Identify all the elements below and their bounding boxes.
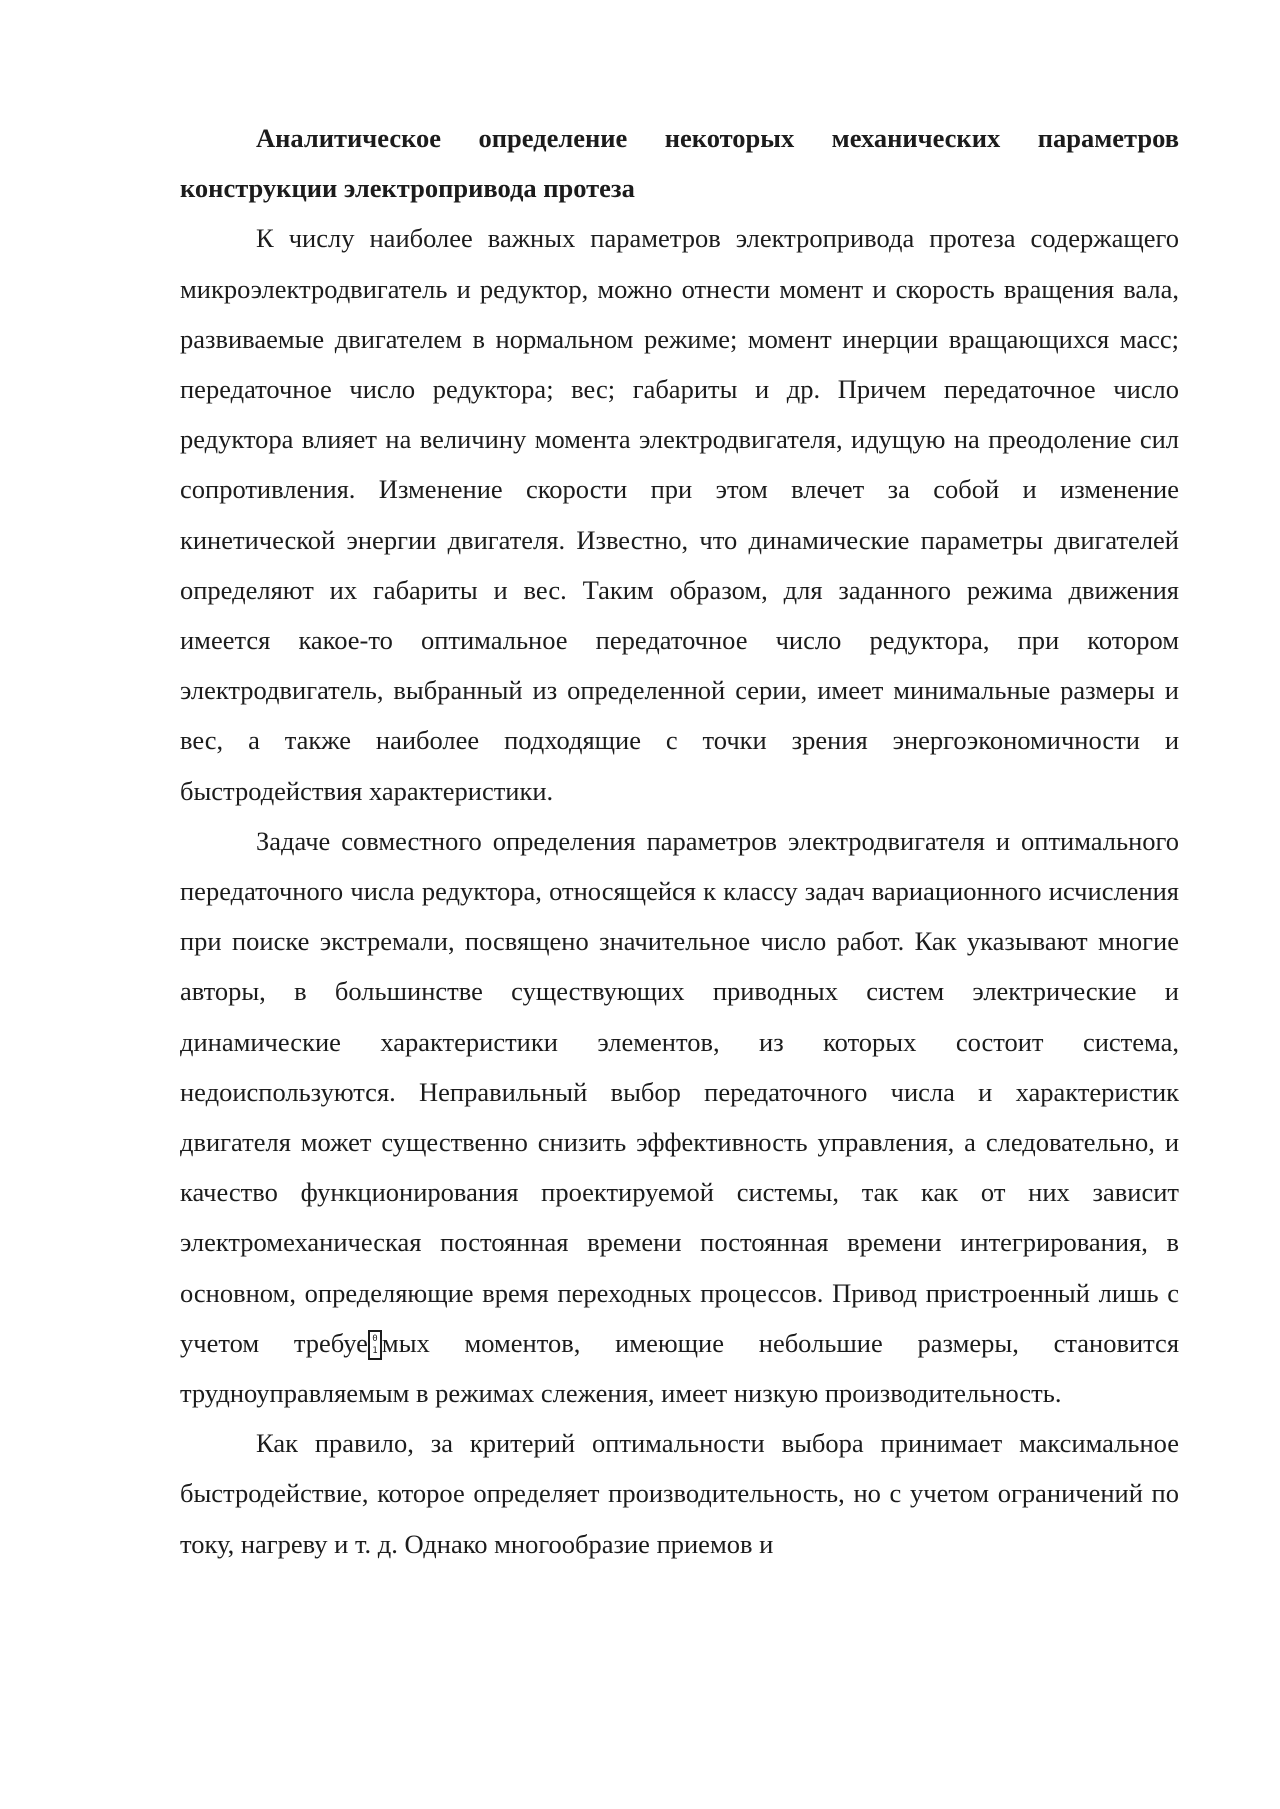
missing-glyph-icon: 0 1 <box>368 1330 382 1360</box>
paragraph-2 <box>180 816 1179 1418</box>
paragraph-2-continuation: мых моментов, имеющие небольшие размеры, становится трудноуправляемым в режимах слежения, имеет низкую производительность. <box>180 1327 1180 1409</box>
paragraph-2-text: Задаче совместного определения параметров электродвигателя и оптимального передаточного числа редуктора, относящейся к классу задач вариационного исчисления при поиске экстремали, посвящено значительное число работ. Как указывают многие авторы, в большинстве существующих приводных систем электрические и динамические характеристики элементов, из которых состоит система, недоиспользуются. Неправильный выбор передаточного числа и характеристик двигателя может существенно снизить эффективность управления, а следовательно, и качество функционирования проектируемой системы, так как от них зависит электромеханическая постоянная времени постоянная времени интегрирования, в основном, определяющие время переходных процессов. Привод пристроенный лишь с учетом требуе <box>180 825 1179 1358</box>
paragraph-3: Как правило, за критерий оптимальности выбора принимает максимальное быстродействие, которое определяет производительность, но с учетом ограничений по току, нагреву и т. д. Однако многообразие приемов и <box>180 1428 1179 1559</box>
document-title: Аналитическое определение некоторых механических параметров конструкции электропривода протеза <box>180 123 1179 204</box>
document-page <box>180 113 1179 1569</box>
paragraph-1: К числу наиболее важных параметров электропривода протеза содержащего микроэлектродвигатель и редуктор, можно отнести момент и скорость вращения вала, развиваемые двигателем в нормальном режиме; момент инерции вращающихся масс; передаточное число редуктора; вес; габариты и др. Причем передаточное число редуктора влияет на величину момента электродвигателя, идущую на преодоление сил сопротивления. Изменение скорости при этом влечет за собой и изменение кинетической энергии двигателя. Известно, что динамические параметры двигателей определяют их габариты и вес. Таким образом, для заданного режима движения имеется какое-то оптимальное передаточное число редуктора, при котором электродвигатель, выбранный из определенной серии, имеет минимальные размеры и вес, а также наиболее подходящие с точки зрения энергоэкономичности и быстродействия характеристики. <box>180 223 1179 806</box>
